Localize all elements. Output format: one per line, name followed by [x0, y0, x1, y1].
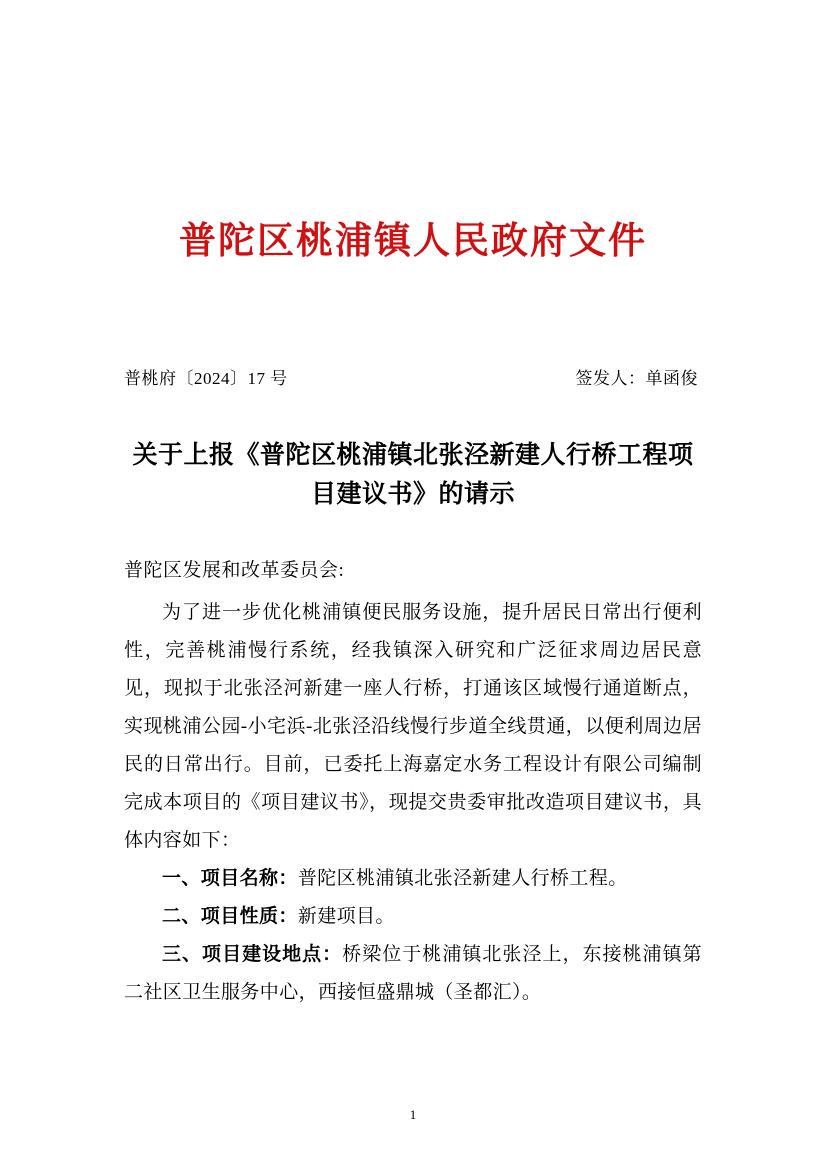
list-item-text: 新建项目。 [297, 905, 395, 927]
document-subject: 关于上报《普陀区桃浦镇北张泾新建人行桥工程项目建议书》的请示 [132, 442, 694, 509]
body-paragraph: 为了进一步优化桃浦镇便民服务设施，提升居民日常出行便利性，完善桃浦慢行系统，经我镇深入研究和广泛征求周边居民意见，现拟于北张泾河新建一座人行桥，打通该区域慢行通道断点，实现桃浦公园-小宅浜-北张泾沿线慢行步道全线贯通，以便利周边居民的日常出行。目前，已委托上海嘉定水务工程设计有限公司编制完成本项目的《项目建议书》，现提交贵委审批改造项目建议书，具体内容如下： [124, 601, 702, 851]
list-item-text: 普陀区桃浦镇北张泾新建人行桥工程。 [297, 867, 628, 889]
document-number: 普桃府〔2024〕17 号 [124, 369, 288, 389]
document-recipient: 普陀区发展和改革委员会: [124, 559, 345, 581]
page-number: 1 [409, 1107, 417, 1122]
list-item-text: 桥梁位于桃浦镇北张泾上，东接桃浦镇第二社区卫生服务中心，西接恒盛鼎城（圣都汇）。 [124, 943, 703, 1003]
list-item-label: 一、项目名称： [162, 867, 298, 889]
document-body [124, 594, 702, 1012]
list-item [124, 860, 702, 898]
list-item-label: 三、项目建设地点： [162, 943, 343, 965]
list-item-label: 二、项目性质： [162, 905, 298, 927]
document-signer: 签发人：单函俊 [575, 369, 698, 389]
list-item [124, 898, 702, 936]
document-meta-row [124, 364, 702, 389]
list-item [124, 936, 702, 1012]
document-header-title: 普陀区桃浦镇人民政府文件 [179, 221, 647, 262]
